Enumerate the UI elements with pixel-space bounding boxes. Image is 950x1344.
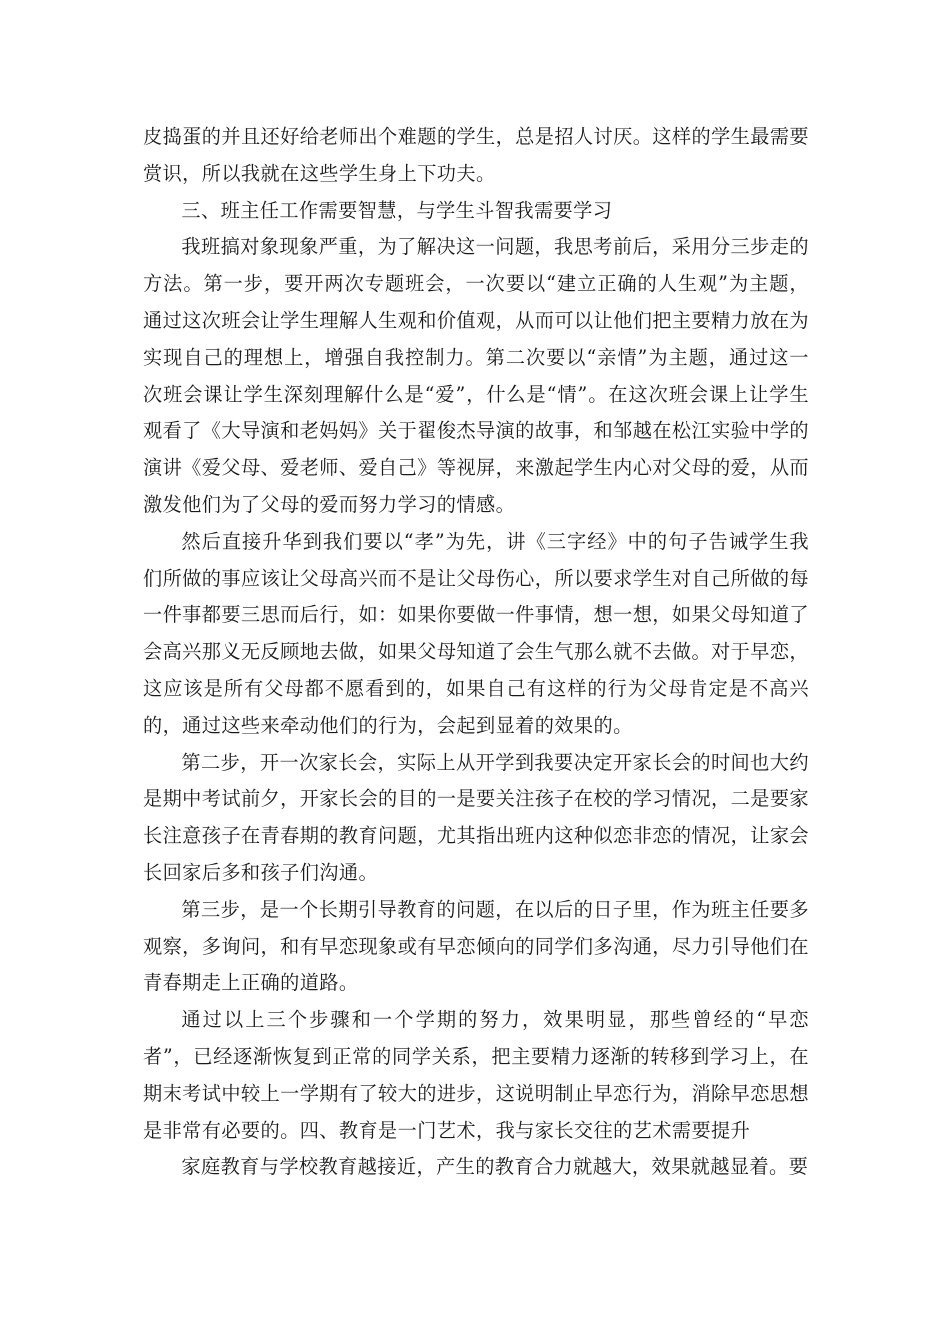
paragraph-7: 家庭教育与学校教育越接近，产生的教育合力就越大，效果就越显着。要	[181, 1155, 809, 1179]
paragraph-1: 皮捣蛋的并且还好给老师出个难题的学生，总是招人讨厌。这样的学生最需要赏识，所以我就在这些学生身上下功夫。	[143, 125, 809, 185]
paragraph-6: 通过以上三个步骤和一个学期的努力，效果明显，那些曾经的“早恋者”，已经逐渐恢复到正常的同学关系，把主要精力逐渐的转移到学习上，在期末考试中较上一学期有了较大的进步，这说明制止早恋行为，消除早恋思想是非常有必要的。四、教育是一门艺术，我与家长交往的艺术需要提升	[143, 1008, 809, 1142]
section-heading-3: 三、班主任工作需要智慧，与学生斗智我需要学习	[181, 198, 613, 222]
paragraph-2: 我班搞对象现象严重，为了解决这一问题，我思考前后，采用分三步走的方法。第一步，要开两次专题班会，一次要以“建立正确的人生观”为主题，通过这次班会让学生理解人生观和价值观，从而可以让他们把主要精力放在为实现自己的理想上，增强自我控制力。第二次要以“亲情”为主题，通过这一次班会课让学生深刻理解什么是“爱”，什么是“情”。在这次班会课上让学生观看了《大导演和老妈妈》关于翟俊杰导演的故事，和邹越在松江实验中学的演讲《爱父母、爱老师、爱自己》等视屏，来激起学生内心对父母的爱，从而激发他们为了父母的爱而努力学习的情感。	[143, 235, 809, 516]
document-body	[143, 119, 809, 1186]
paragraph-4: 第二步，开一次家长会，实际上从开学到我要决定开家长会的时间也大约是期中考试前夕，开家长会的目的一是要关注孩子在校的学习情况，二是要家长注意孩子在青春期的教育问题，尤其指出班内这种似恋非恋的情况，让家会长回家后多和孩子们沟通。	[143, 750, 809, 884]
paragraph-3: 然后直接升华到我们要以“孝”为先，讲《三字经》中的句子告诫学生我们所做的事应该让父母高兴而不是让父母伤心，所以要求学生对自己所做的每一件事都要三思而后行，如：如果你要做一件事情，想一想，如果父母知道了会高兴那义无反顾地去做，如果父母知道了会生气那么就不去做。对于早恋，这应该是所有父母都不愿看到的，如果自己有这样的行为父母肯定是不高兴的，通过这些来牵动他们的行为，会起到显着的效果的。	[143, 529, 809, 737]
paragraph-5: 第三步，是一个长期引导教育的问题，在以后的日子里，作为班主任要多观察，多询问，和有早恋现象或有早恋倾向的同学们多沟通，尽力引导他们在青春期走上正确的道路。	[143, 897, 809, 995]
